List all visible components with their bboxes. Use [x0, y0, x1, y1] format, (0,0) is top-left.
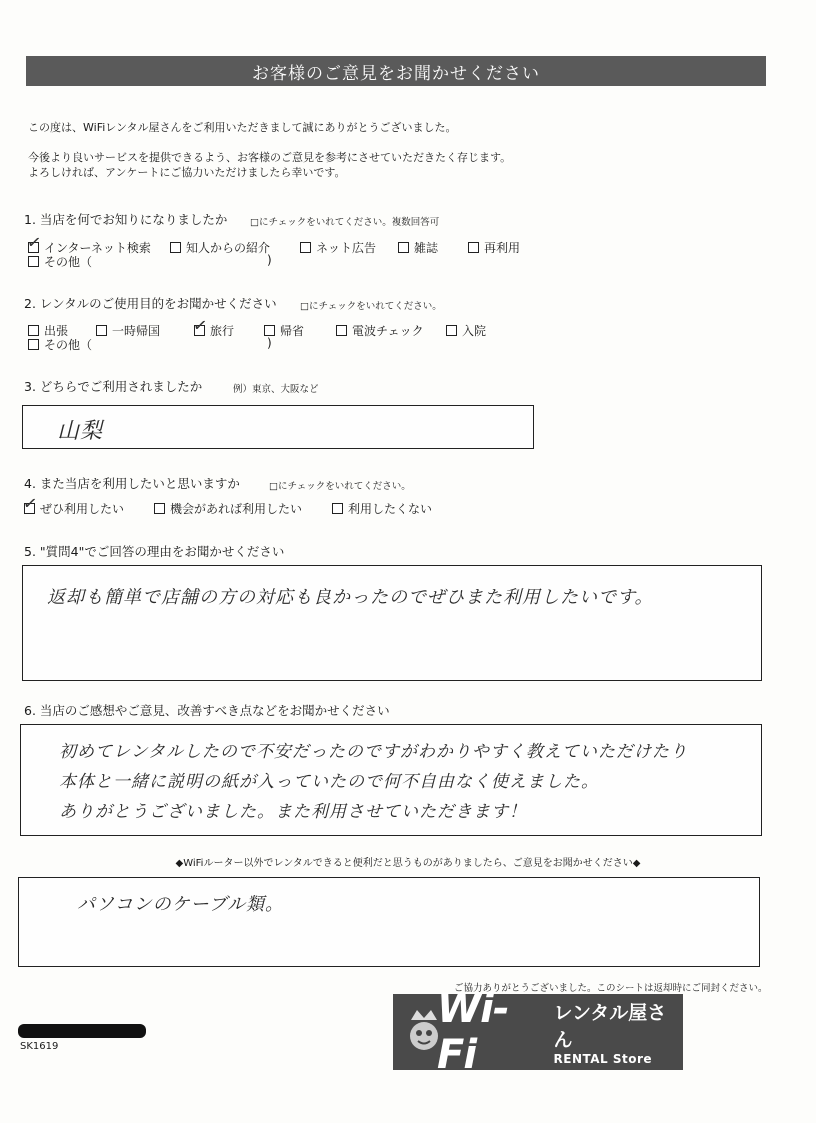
question-3-label: 3. どちらでご利用されましたか	[24, 379, 203, 394]
feedback-answer-line-1: 初めてレンタルしたので不安だったのですがわかりやすく教えていただけたり	[59, 742, 688, 762]
location-answer-box[interactable]	[22, 405, 534, 449]
q1-option-other[interactable]: その他（	[28, 253, 92, 270]
q2-option-other[interactable]: その他（	[28, 336, 92, 353]
checkbox[interactable]	[154, 503, 165, 514]
checkbox[interactable]	[468, 242, 479, 253]
q1-option-internet[interactable]: ✓ インターネット検索	[25, 232, 151, 255]
question-1-label: 1. 当店を何でお知りになりましたか	[24, 212, 228, 227]
q1-option-referral[interactable]: 知人からの紹介	[170, 239, 270, 256]
question-2-note: □にチェックをいれてください。	[300, 301, 442, 312]
checkmark-icon: ✓	[21, 493, 39, 515]
question-6-label: 6. 当店のご感想やご意見、改善すべき点などをお聞かせください	[24, 703, 390, 718]
checkbox[interactable]	[336, 325, 347, 336]
question-4-label: 4. また当店を利用したいと思いますか	[24, 476, 240, 491]
thanks-note: ご協力ありがとうございました。このシートは返却時にご同封ください。	[454, 983, 768, 994]
question-2-label: 2. レンタルのご使用目的をお聞かせください	[24, 296, 277, 311]
intro-line-3: よろしければ、アンケートにご協力いただけましたら幸いです。	[28, 166, 346, 179]
suggestion-answer: パソコンのケーブル類。	[77, 894, 285, 915]
question-7-label: ◆WiFiルーター以外でレンタルできると便利だと思うものがありましたら、ご意見をお聞かせください◆	[175, 858, 641, 869]
q2-option-business[interactable]: 出張	[28, 322, 68, 339]
logo-jp-text: レンタル屋さん	[553, 1002, 667, 1051]
question-1-note: □にチェックをいれてください。複数回答可	[250, 217, 440, 228]
feedback-answer-line-2: 本体と一緒に説明の紙が入っていたので何不自由なく使えました。	[59, 772, 599, 792]
suggestion-answer-box[interactable]	[18, 877, 760, 967]
question-3-note: 例）東京、大阪など	[233, 384, 319, 395]
feedback-answer-line-3: ありがとうございました。また利用させていただきます！	[59, 802, 527, 822]
question-5-label: 5. "質問4"でご回答の理由をお聞かせください	[24, 544, 285, 559]
checkbox[interactable]	[28, 256, 39, 267]
intro-line-2: 今後より良いサービスを提供できるよう、お客様のご意見を参考にさせていただきたく存じます。	[28, 151, 512, 164]
q2-option-homecoming[interactable]: 一時帰国	[96, 322, 160, 339]
checkbox[interactable]	[21, 493, 39, 515]
mascot-icon	[407, 1008, 441, 1054]
checkbox[interactable]	[28, 325, 39, 336]
q2-option-travel[interactable]: ✓ 旅行	[191, 315, 235, 338]
checkbox[interactable]	[332, 503, 343, 514]
reason-answer-box[interactable]	[22, 565, 762, 681]
question-4-note: □にチェックをいれてください。	[269, 481, 411, 492]
location-answer: 山梨	[57, 419, 104, 444]
logo-en-text: RENTAL Store	[553, 1052, 653, 1066]
checkbox[interactable]	[25, 232, 43, 254]
checkbox[interactable]	[96, 325, 107, 336]
intro-line-1: この度は、WiFiレンタル屋さんをご利用いただきまして誠にありがとうございました。	[28, 121, 457, 134]
q2-other-close: )	[267, 336, 272, 350]
q2-option-signal-check[interactable]: 電波チェック	[336, 322, 424, 339]
q4-option-if-chance[interactable]: 機会があれば利用したい	[154, 500, 302, 517]
q1-option-reuse[interactable]: 再利用	[468, 239, 520, 256]
q2-option-hospital[interactable]: 入院	[446, 322, 486, 339]
checkbox[interactable]	[300, 242, 311, 253]
q1-option-net-ad[interactable]: ネット広告	[300, 239, 376, 256]
checkmark-icon: ✓	[191, 315, 209, 337]
redacted-code	[18, 1024, 146, 1038]
checkbox[interactable]	[446, 325, 457, 336]
q1-other-close: )	[267, 253, 272, 267]
q4-option-no[interactable]: 利用したくない	[332, 500, 432, 517]
checkbox[interactable]	[191, 315, 209, 337]
page-title: お客様のご意見をお聞かせください	[26, 56, 766, 86]
checkbox[interactable]	[28, 339, 39, 350]
sheet-code: SK1619	[20, 1041, 59, 1052]
checkbox[interactable]	[170, 242, 181, 253]
checkbox[interactable]	[398, 242, 409, 253]
q4-option-definitely[interactable]: ✓ ぜひ利用したい	[21, 493, 125, 516]
checkmark-icon: ✓	[25, 232, 43, 254]
checkbox[interactable]	[264, 325, 275, 336]
q2-option-visit-home[interactable]: 帰省	[264, 322, 304, 339]
reason-answer: 返却も簡単で店舗の方の対応も良かったのでぜひまた利用したいです。	[47, 587, 654, 608]
q1-option-magazine[interactable]: 雑誌	[398, 239, 438, 256]
logo-wifi-text: Wi-Fi	[437, 986, 509, 1078]
feedback-answer-box[interactable]	[20, 724, 762, 836]
